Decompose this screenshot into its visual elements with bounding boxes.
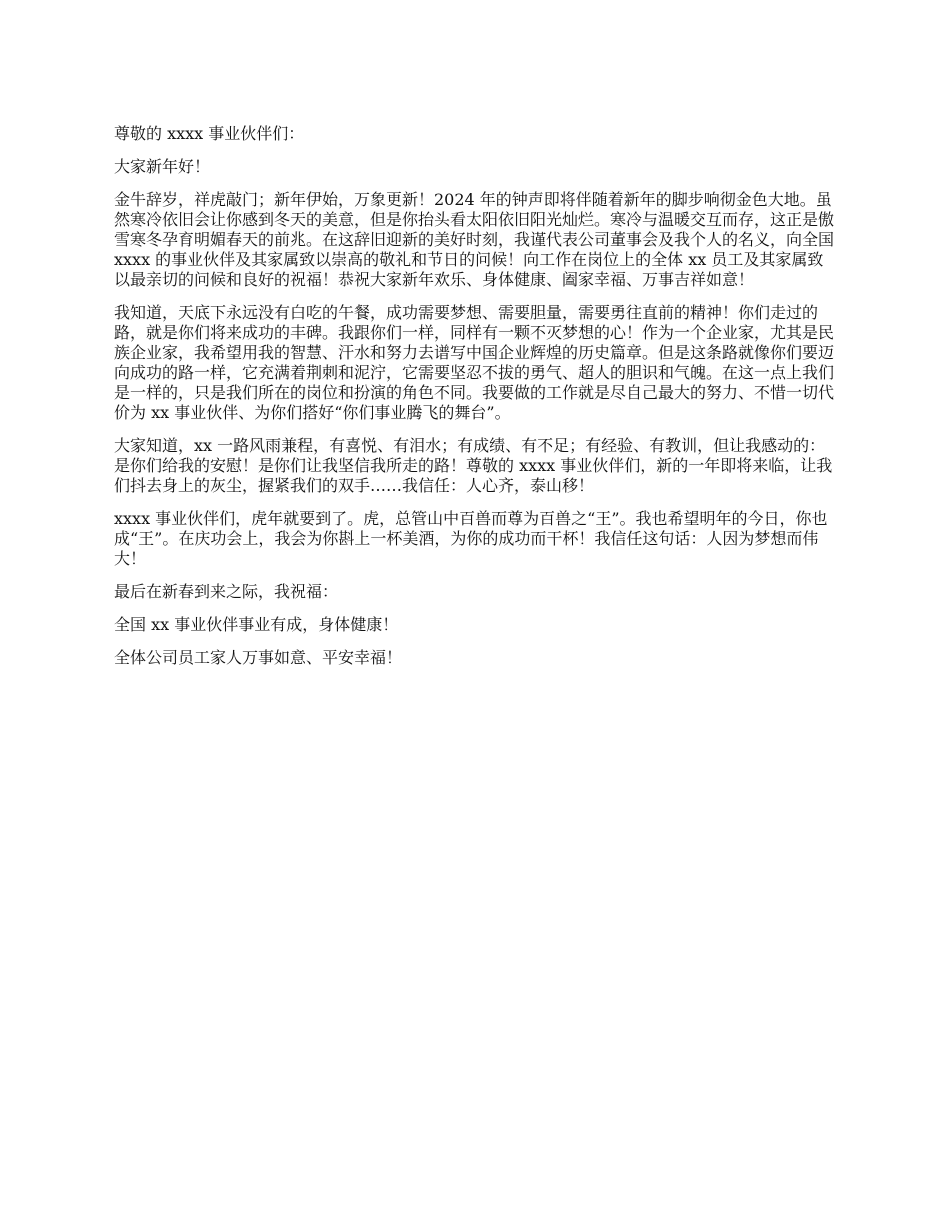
greeting: 大家新年好！ [114,157,211,176]
paragraph-new-year: 金牛辞岁，祥虎敲门；新年伊始，万象更新！2024 年的钟声即将伴随着新年的脚步响彻金色大地。虽然寒冷依旧会让你感到冬天的美意，但是你抬头看太阳依旧阳光灿烂。寒冷与温暖交互而存，这正是傲雪寒冬孕育明媚春天的前兆。在这辞旧迎新的美好时刻，我谨代表公司董事会及我个人的名义，向全国 xxxx 的事业伙伴及其家属致以崇高的敬礼和节日的问候！向工作在岗位上的全体 xx 员工及其家属致以最亲切的问候和良好的祝福！恭祝大家新年欢乐、身体健康、阖家幸福、万事吉祥如意！ [114,190,835,289]
paragraph-dream: 我知道，天底下永远没有白吃的午餐，成功需要梦想、需要胆量，需要勇往直前的精神！你们走过的路，就是你们将来成功的丰碑。我跟你们一样，同样有一颗不灭梦想的心！作为一个企业家，尤其是民族企业家，我希望用我的智慧、汗水和努力去谱写中国企业辉煌的历史篇章。但是这条路就像你们要迈向成功的路一样，它充满着荆刺和泥泞，它需要坚忍不拔的勇气、超人的胆识和气魄。在这一点上我们是一样的，只是我们所在的岗位和扮演的角色不同。我要做的工作就是尽自己最大的努力、不惜一切代价为 xx 事业伙伴、为你们搭好“你们事业腾飞的舞台”。 [114,303,835,422]
wish-employees: 全体公司员工家人万事如意、平安幸福！ [114,648,403,667]
letter-body [114,124,834,681]
wish-partners: 全国 xx 事业伙伴事业有成，身体健康！ [114,615,399,634]
paragraph-journey: 大家知道，xx 一路风雨兼程，有喜悦、有泪水；有成绩、有不足；有经验、有教训，但让我感动的：是你们给我的安慰！是你们让我坚信我所走的路！尊敬的 xxxx 事业伙伴们，新的一年即将来临，让我们抖去身上的灰尘，握紧我们的双手……我信任：人心齐，泰山移！ [114,436,833,495]
paragraph-tiger-year: xxxx 事业伙伴们，虎年就要到了。虎，总管山中百兽而尊为百兽之“王”。我也希望明年的今日，你也成“王”。在庆功会上，我会为你斟上一杯美酒，为你的成功而干杯！我信任这句话：人因为梦想而伟大！ [114,509,828,568]
closing-intro: 最后在新春到来之际，我祝福： [114,582,339,601]
salutation: 尊敬的 xxxx 事业伙伴们： [114,124,305,143]
